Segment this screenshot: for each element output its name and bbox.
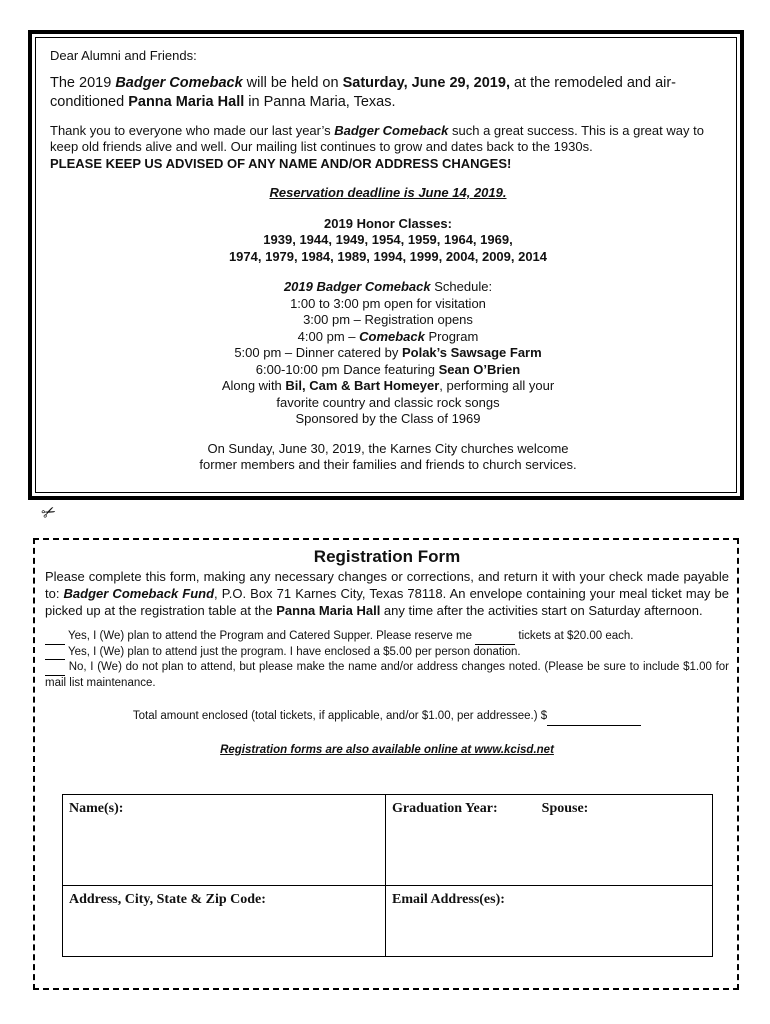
intro-text: at the remodeled and air-conditioned <box>50 74 677 110</box>
instructions-text: any time after the activities start on Saturday afternoon. <box>380 603 703 618</box>
instructions-text: , P.O. Box 71 Karnes City, Texas 78118. An envelope containing your meal ticket may be picked up at the registration table at the <box>45 586 729 618</box>
checkbox-blank[interactable] <box>45 629 65 645</box>
option-text: tickets at $20.00 each. <box>515 630 634 642</box>
intro-text: The 2019 <box>50 74 116 91</box>
option-text: No, I (We) do not plan to attend, but please make the name and/or address changes noted. (Please be sure to include $1.00 for mail list maintenance. <box>45 661 729 689</box>
graduation-year-label: Graduation Year: <box>392 801 498 816</box>
email-label: Email Address(es): <box>392 892 505 907</box>
schedule-item: 1:00 to 3:00 pm open for visitation <box>290 295 486 311</box>
registration-instructions <box>45 568 729 619</box>
registration-title: Registration Form <box>313 547 461 566</box>
address-label: Address, City, State & Zip Code: <box>69 892 266 907</box>
option-program-only <box>45 645 729 661</box>
fund-name: Badger Comeback Fund <box>63 586 215 601</box>
honor-classes <box>50 216 726 266</box>
greeting: Dear Alumni and Friends: <box>50 48 197 63</box>
honor-classes-title: 2019 Honor Classes: <box>324 215 452 231</box>
names-cell[interactable] <box>63 795 386 886</box>
checkbox-blank[interactable] <box>45 660 65 676</box>
event-date: Saturday, June 29, 2019, <box>342 74 510 91</box>
intro-text: will be held on <box>242 74 343 91</box>
sunday-note-line: On Sunday, June 30, 2019, the Karnes City churches welcome <box>207 440 569 456</box>
schedule-item: 3:00 pm – Registration opens <box>303 312 473 327</box>
schedule-title: Schedule: <box>430 279 493 294</box>
instructions-text: Please complete this form, making any necessary changes or corrections, and return it with your check made payable to: <box>45 569 729 601</box>
thanks-text: such a great success. This is a great way to keep old friends alive and well. Our mailing list continues to grow and dates back to the 1930s. <box>50 122 704 154</box>
thanks-text: Thank you to everyone who made our last year’s <box>50 122 335 138</box>
checkbox-blank[interactable] <box>45 645 65 661</box>
spouse-label: Spouse: <box>541 801 589 816</box>
option-text: Yes, I (We) plan to attend just the program. I have enclosed a $5.00 per person donation. <box>65 645 521 658</box>
schedule-item: Comeback <box>359 328 425 344</box>
letter-frame <box>28 30 744 500</box>
total-amount-label: Total amount enclosed (total tickets, if applicable, and/or $1.00, per addressee.) $ <box>132 710 548 722</box>
online-forms-note: Registration forms are also available online at www.kcisd.net <box>220 744 554 756</box>
thanks-paragraph <box>50 123 726 173</box>
email-cell[interactable] <box>386 886 713 957</box>
caterer-name: Polak’s Sawsage Farm <box>401 345 542 360</box>
address-cell[interactable] <box>63 886 386 957</box>
total-amount-blank[interactable] <box>547 708 641 726</box>
sunday-note <box>50 441 726 474</box>
sunday-note-line: former members and their families and friends to church services. <box>199 457 577 472</box>
letter-body <box>35 37 737 493</box>
scissors-icon: ✂ <box>38 500 60 526</box>
schedule-title: 2019 Badger Comeback <box>283 279 431 294</box>
event-name: Badger Comeback <box>334 122 449 138</box>
option-not-attending <box>45 660 729 690</box>
attendance-options <box>45 629 729 690</box>
venue-name: Panna Maria Hall <box>276 603 381 618</box>
honor-classes-years: 1939, 1944, 1949, 1954, 1959, 1964, 1969, <box>263 232 513 247</box>
venue-name: Panna Maria Hall <box>128 93 245 110</box>
schedule-item: , performing all your <box>439 378 555 393</box>
performer-name: Sean O’Brien <box>438 361 521 377</box>
total-amount-line <box>45 708 729 726</box>
option-text: Yes, I (We) plan to attend the Program and Catered Supper. Please reserve me <box>65 630 476 642</box>
address-change-notice: PLEASE KEEP US ADVISED OF ANY NAME AND/OR ADDRESS CHANGES! <box>50 155 512 171</box>
ticket-count-blank[interactable] <box>475 629 515 645</box>
names-label: Name(s): <box>69 801 124 816</box>
honor-classes-years: 1974, 1979, 1984, 1989, 1994, 1999, 2004, 2009, 2014 <box>228 248 548 264</box>
intro-text: in Panna Maria, Texas. <box>244 93 396 110</box>
event-name: Badger Comeback <box>115 74 243 91</box>
schedule-item: favorite country and classic rock songs <box>276 394 500 410</box>
contact-info-table <box>62 794 713 957</box>
schedule-item: Sponsored by the Class of 1969 <box>295 411 481 426</box>
performer-name: Bil, Cam & Bart Homeyer <box>285 378 440 393</box>
intro-paragraph <box>50 74 726 112</box>
registration-content <box>45 546 729 759</box>
schedule-item: 6:00-10:00 pm Dance featuring <box>255 361 439 377</box>
registration-form <box>33 538 739 990</box>
schedule-item: Program <box>424 328 479 344</box>
schedule-item: 5:00 pm – Dinner catered by <box>234 345 402 360</box>
schedule <box>50 279 726 428</box>
graduation-spouse-cell[interactable] <box>386 795 713 886</box>
schedule-item: Along with <box>221 378 286 393</box>
schedule-item: 4:00 pm – <box>297 328 360 344</box>
option-program-and-supper <box>45 629 729 645</box>
reservation-deadline: Reservation deadline is June 14, 2019. <box>269 185 507 200</box>
